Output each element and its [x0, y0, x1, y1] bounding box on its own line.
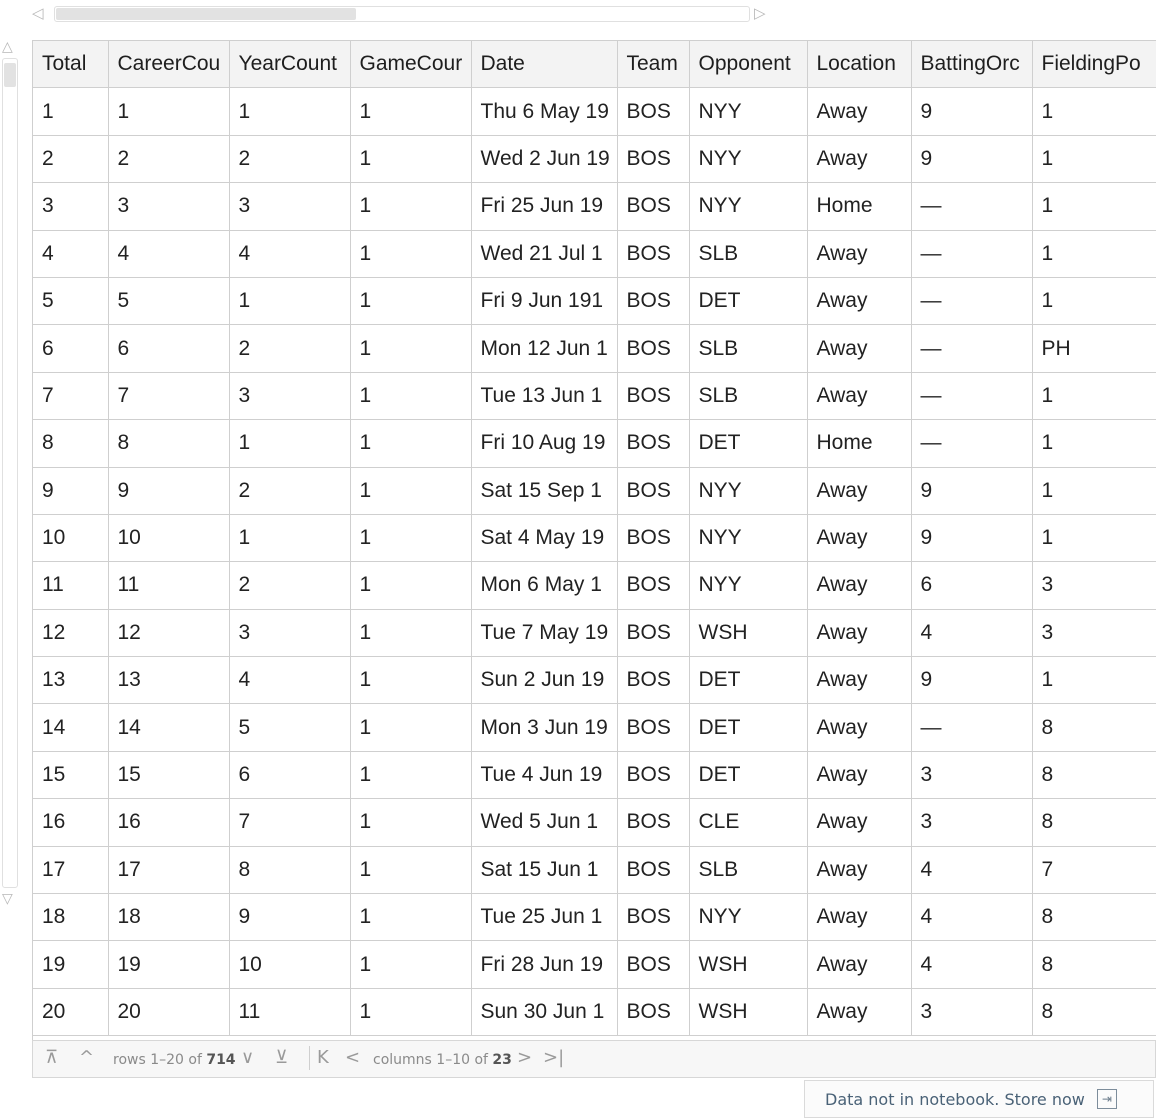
table-cell[interactable]: 15	[33, 751, 108, 798]
table-cell[interactable]: 7	[229, 799, 350, 846]
table-cell[interactable]: Tue 7 May 19	[471, 609, 617, 656]
table-row[interactable]	[33, 514, 1156, 561]
table-cell[interactable]: 1	[350, 846, 471, 893]
table-cell[interactable]: Away	[807, 799, 911, 846]
table-cell[interactable]: 8	[1032, 988, 1156, 1035]
table-cell[interactable]: Sat 4 May 19	[471, 514, 617, 561]
table-cell[interactable]: 1	[1032, 372, 1156, 419]
table-cell[interactable]: 1	[1032, 135, 1156, 182]
table-cell[interactable]: BOS	[617, 894, 689, 941]
table-cell[interactable]: 2	[33, 135, 108, 182]
column-header[interactable]: GameCour	[350, 41, 471, 88]
table-row[interactable]	[33, 88, 1156, 135]
table-cell[interactable]: 6	[911, 562, 1032, 609]
table-cell[interactable]: 9	[911, 88, 1032, 135]
table-cell[interactable]: NYY	[689, 88, 807, 135]
table-cell[interactable]: Fri 28 Jun 19	[471, 941, 617, 988]
table-row[interactable]	[33, 894, 1156, 941]
table-row[interactable]	[33, 230, 1156, 277]
table-row[interactable]	[33, 277, 1156, 324]
table-cell[interactable]: 4	[229, 230, 350, 277]
header-row	[33, 41, 1156, 88]
table-cell[interactable]: 9	[33, 467, 108, 514]
table-cell[interactable]: 1	[350, 562, 471, 609]
table-cell[interactable]: Away	[807, 230, 911, 277]
next-columns-icon[interactable]: >	[517, 1047, 533, 1068]
table-cell[interactable]: 4	[911, 846, 1032, 893]
table-cell[interactable]: Fri 25 Jun 19	[471, 183, 617, 230]
table-cell[interactable]: 1	[229, 514, 350, 561]
table-cell[interactable]: BOS	[617, 751, 689, 798]
table-cell[interactable]: Sat 15 Sep 1	[471, 467, 617, 514]
table-cell[interactable]: 19	[108, 941, 229, 988]
table-row[interactable]	[33, 704, 1156, 751]
table-cell[interactable]: 3	[1032, 562, 1156, 609]
table-cell[interactable]: 14	[108, 704, 229, 751]
table-cell[interactable]: BOS	[617, 704, 689, 751]
table-cell[interactable]: 2	[229, 562, 350, 609]
data-grid	[32, 40, 1156, 1041]
table-cell[interactable]: —	[911, 372, 1032, 419]
table-cell[interactable]: 9	[911, 135, 1032, 182]
table-cell[interactable]: Home	[807, 183, 911, 230]
table-cell[interactable]: 10	[229, 941, 350, 988]
table-cell[interactable]: 1	[350, 135, 471, 182]
table-cell[interactable]: 19	[33, 941, 108, 988]
table-cell[interactable]: BOS	[617, 846, 689, 893]
table-cell[interactable]: 3	[1032, 609, 1156, 656]
table-cell[interactable]: 3	[229, 183, 350, 230]
paging-bar	[32, 1040, 1156, 1078]
table-cell[interactable]: Away	[807, 609, 911, 656]
table-cell[interactable]: 3	[911, 751, 1032, 798]
column-header[interactable]: Team	[617, 41, 689, 88]
table-cell[interactable]: DET	[689, 704, 807, 751]
table-cell[interactable]: Away	[807, 941, 911, 988]
table-cell[interactable]: BOS	[617, 372, 689, 419]
table-cell[interactable]: WSH	[689, 941, 807, 988]
table-cell[interactable]: 14	[33, 704, 108, 751]
table-cell[interactable]: —	[911, 325, 1032, 372]
table-cell[interactable]: 2	[108, 135, 229, 182]
table-cell[interactable]: 2	[229, 325, 350, 372]
store-now-button[interactable]	[804, 1080, 1154, 1118]
table-cell[interactable]: Sun 2 Jun 19	[471, 657, 617, 704]
table-cell[interactable]: 4	[33, 230, 108, 277]
table-cell[interactable]: Wed 5 Jun 1	[471, 799, 617, 846]
table-cell[interactable]: 12	[108, 609, 229, 656]
table-cell[interactable]: 7	[1032, 846, 1156, 893]
table-cell[interactable]: 13	[33, 657, 108, 704]
table-cell[interactable]: Wed 2 Jun 19	[471, 135, 617, 182]
dataset-table	[33, 41, 1156, 1036]
table-cell[interactable]: 7	[108, 372, 229, 419]
column-header[interactable]: Location	[807, 41, 911, 88]
table-cell[interactable]: NYY	[689, 562, 807, 609]
table-cell[interactable]: 11	[229, 988, 350, 1035]
table-cell[interactable]: 1	[1032, 88, 1156, 135]
table-cell[interactable]: 1	[1032, 183, 1156, 230]
table-cell[interactable]: Away	[807, 467, 911, 514]
table-cell[interactable]: 3	[33, 183, 108, 230]
table-row[interactable]	[33, 467, 1156, 514]
previous-columns-icon[interactable]: <	[345, 1047, 361, 1068]
table-cell[interactable]: 3	[911, 988, 1032, 1035]
horizontal-scrollbar[interactable]	[32, 2, 772, 24]
table-cell[interactable]: Thu 6 May 19	[471, 88, 617, 135]
table-cell[interactable]: Mon 3 Jun 19	[471, 704, 617, 751]
last-rows-icon[interactable]: ⊻	[275, 1047, 289, 1068]
table-cell[interactable]: BOS	[617, 467, 689, 514]
table-cell[interactable]: WSH	[689, 609, 807, 656]
table-cell[interactable]: 4	[911, 941, 1032, 988]
column-header[interactable]: BattingOrc	[911, 41, 1032, 88]
table-cell[interactable]: 9	[911, 657, 1032, 704]
table-row[interactable]	[33, 657, 1156, 704]
store-icon: ⇥	[1097, 1089, 1117, 1109]
table-cell[interactable]: 4	[229, 657, 350, 704]
table-cell[interactable]: 1	[350, 609, 471, 656]
rows-range-label: rows 1–20 of 714	[113, 1052, 236, 1068]
vertical-scrollbar[interactable]	[0, 36, 20, 916]
table-row[interactable]	[33, 751, 1156, 798]
table-cell[interactable]: BOS	[617, 609, 689, 656]
table-cell[interactable]: DET	[689, 277, 807, 324]
table-cell[interactable]: 8	[1032, 799, 1156, 846]
table-cell[interactable]: 1	[1032, 277, 1156, 324]
table-cell[interactable]: Away	[807, 277, 911, 324]
table-cell[interactable]: 1	[350, 230, 471, 277]
table-cell[interactable]: BOS	[617, 562, 689, 609]
scroll-left-arrow-icon[interactable]: ◁	[32, 4, 44, 22]
table-cell[interactable]: 10	[33, 514, 108, 561]
table-cell[interactable]: BOS	[617, 88, 689, 135]
table-row[interactable]	[33, 609, 1156, 656]
table-cell[interactable]: 5	[229, 704, 350, 751]
table-cell[interactable]: Away	[807, 325, 911, 372]
table-cell[interactable]: 3	[108, 183, 229, 230]
table-cell[interactable]: 12	[33, 609, 108, 656]
table-row[interactable]	[33, 562, 1156, 609]
table-cell[interactable]: SLB	[689, 230, 807, 277]
table-cell[interactable]: 2	[229, 467, 350, 514]
previous-rows-icon[interactable]: ^	[79, 1047, 95, 1068]
table-row[interactable]	[33, 941, 1156, 988]
table-cell[interactable]: BOS	[617, 514, 689, 561]
table-cell[interactable]: —	[911, 704, 1032, 751]
table-cell[interactable]: BOS	[617, 988, 689, 1035]
table-row[interactable]	[33, 372, 1156, 419]
table-cell[interactable]: —	[911, 277, 1032, 324]
table-cell[interactable]: 1	[350, 704, 471, 751]
table-cell[interactable]: Away	[807, 846, 911, 893]
table-cell[interactable]: Mon 12 Jun 1	[471, 325, 617, 372]
table-cell[interactable]: 18	[33, 894, 108, 941]
first-rows-icon[interactable]: ⊼	[45, 1047, 59, 1068]
table-row[interactable]	[33, 846, 1156, 893]
table-cell[interactable]: 1	[1032, 230, 1156, 277]
table-cell[interactable]: 10	[108, 514, 229, 561]
table-cell[interactable]: CLE	[689, 799, 807, 846]
table-cell[interactable]: 13	[108, 657, 229, 704]
scroll-down-arrow-icon[interactable]: ▽	[2, 891, 13, 907]
table-cell[interactable]: WSH	[689, 988, 807, 1035]
table-cell[interactable]: BOS	[617, 941, 689, 988]
table-cell[interactable]: 1	[1032, 467, 1156, 514]
paging-divider	[309, 1046, 310, 1070]
table-cell[interactable]: 3	[229, 372, 350, 419]
table-cell[interactable]: NYY	[689, 467, 807, 514]
table-cell[interactable]: Sat 15 Jun 1	[471, 846, 617, 893]
table-cell[interactable]: NYY	[689, 514, 807, 561]
horizontal-scroll-thumb[interactable]	[56, 8, 356, 20]
table-cell[interactable]: 4	[108, 230, 229, 277]
table-cell[interactable]: 1	[350, 799, 471, 846]
table-cell[interactable]: 3	[911, 799, 1032, 846]
table-cell[interactable]: BOS	[617, 657, 689, 704]
table-row[interactable]	[33, 135, 1156, 182]
first-columns-icon[interactable]: K	[317, 1047, 329, 1068]
table-cell[interactable]: 16	[108, 799, 229, 846]
table-cell[interactable]: Away	[807, 751, 911, 798]
table-cell[interactable]: SLB	[689, 372, 807, 419]
table-cell[interactable]: Away	[807, 704, 911, 751]
table-cell[interactable]: DET	[689, 751, 807, 798]
table-cell[interactable]: 9	[911, 514, 1032, 561]
table-cell[interactable]: Away	[807, 657, 911, 704]
table-cell[interactable]: Fri 10 Aug 19	[471, 420, 617, 467]
table-cell[interactable]: Away	[807, 372, 911, 419]
table-cell[interactable]: 1	[229, 420, 350, 467]
table-cell[interactable]: 5	[108, 277, 229, 324]
table-cell[interactable]: 1	[1032, 657, 1156, 704]
table-cell[interactable]: Home	[807, 420, 911, 467]
table-cell[interactable]: BOS	[617, 230, 689, 277]
table-cell[interactable]: 8	[1032, 704, 1156, 751]
table-cell[interactable]: 1	[350, 277, 471, 324]
table-cell[interactable]: 1	[350, 325, 471, 372]
table-cell[interactable]: 1	[108, 88, 229, 135]
table-cell[interactable]: BOS	[617, 325, 689, 372]
table-cell[interactable]: 7	[33, 372, 108, 419]
table-cell[interactable]: 9	[108, 467, 229, 514]
table-cell[interactable]: 1	[350, 372, 471, 419]
table-cell[interactable]: BOS	[617, 277, 689, 324]
column-header[interactable]: Opponent	[689, 41, 807, 88]
table-cell[interactable]: Away	[807, 514, 911, 561]
table-cell[interactable]: DET	[689, 657, 807, 704]
table-cell[interactable]: 3	[229, 609, 350, 656]
table-cell[interactable]: 6	[229, 751, 350, 798]
table-cell[interactable]: 1	[1032, 514, 1156, 561]
table-cell[interactable]: 11	[33, 562, 108, 609]
table-cell[interactable]: Away	[807, 894, 911, 941]
table-cell[interactable]: 1	[350, 420, 471, 467]
scroll-right-arrow-icon[interactable]: ▷	[754, 4, 766, 22]
table-cell[interactable]: 20	[108, 988, 229, 1035]
table-cell[interactable]: 6	[33, 325, 108, 372]
table-cell[interactable]: 1	[350, 894, 471, 941]
table-row[interactable]	[33, 325, 1156, 372]
table-cell[interactable]: 1	[350, 657, 471, 704]
table-cell[interactable]: Away	[807, 135, 911, 182]
table-cell[interactable]: 1	[1032, 420, 1156, 467]
table-cell[interactable]: 11	[108, 562, 229, 609]
column-header[interactable]: Total	[33, 41, 108, 88]
table-cell[interactable]: BOS	[617, 183, 689, 230]
table-cell[interactable]: 4	[911, 894, 1032, 941]
next-rows-icon[interactable]: ∨	[241, 1047, 255, 1068]
table-cell[interactable]: 16	[33, 799, 108, 846]
table-cell[interactable]: 6	[108, 325, 229, 372]
column-header[interactable]: CareerCou	[108, 41, 229, 88]
last-columns-icon[interactable]: >|	[543, 1047, 565, 1068]
table-cell[interactable]: 1	[229, 277, 350, 324]
column-header[interactable]: Date	[471, 41, 617, 88]
table-cell[interactable]: NYY	[689, 183, 807, 230]
table-cell[interactable]: Away	[807, 88, 911, 135]
column-header[interactable]: FieldingPo	[1032, 41, 1156, 88]
table-cell[interactable]: —	[911, 420, 1032, 467]
table-cell[interactable]: 4	[911, 609, 1032, 656]
table-cell[interactable]: 18	[108, 894, 229, 941]
table-cell[interactable]: 1	[350, 941, 471, 988]
table-cell[interactable]: Sun 30 Jun 1	[471, 988, 617, 1035]
table-cell[interactable]: —	[911, 183, 1032, 230]
table-cell[interactable]: Fri 9 Jun 191	[471, 277, 617, 324]
table-cell[interactable]: 8	[1032, 941, 1156, 988]
table-row[interactable]	[33, 988, 1156, 1035]
table-cell[interactable]: 8	[33, 420, 108, 467]
table-cell[interactable]: 8	[1032, 894, 1156, 941]
columns-range-label: columns 1–10 of 23	[373, 1052, 512, 1068]
table-cell[interactable]: 1	[229, 88, 350, 135]
table-row[interactable]	[33, 799, 1156, 846]
table-cell[interactable]: 20	[33, 988, 108, 1035]
table-cell[interactable]: 1	[33, 88, 108, 135]
table-cell[interactable]: 9	[229, 894, 350, 941]
table-cell[interactable]: DET	[689, 420, 807, 467]
table-cell[interactable]: 1	[350, 88, 471, 135]
table-cell[interactable]: NYY	[689, 135, 807, 182]
table-cell[interactable]: Tue 13 Jun 1	[471, 372, 617, 419]
table-row[interactable]	[33, 420, 1156, 467]
table-cell[interactable]: NYY	[689, 894, 807, 941]
table-cell[interactable]: PH	[1032, 325, 1156, 372]
table-cell[interactable]: Wed 21 Jul 1	[471, 230, 617, 277]
table-cell[interactable]: 2	[229, 135, 350, 182]
vertical-scroll-track[interactable]	[2, 58, 18, 888]
table-cell[interactable]: 1	[350, 751, 471, 798]
table-cell[interactable]: 5	[33, 277, 108, 324]
table-cell[interactable]: 1	[350, 183, 471, 230]
vertical-scroll-thumb[interactable]	[4, 63, 16, 87]
table-cell[interactable]: 9	[911, 467, 1032, 514]
table-cell[interactable]: 1	[350, 467, 471, 514]
table-cell[interactable]: 17	[33, 846, 108, 893]
table-cell[interactable]: 8	[229, 846, 350, 893]
table-cell[interactable]: SLB	[689, 325, 807, 372]
table-cell[interactable]: 1	[350, 514, 471, 561]
table-cell[interactable]: 8	[1032, 751, 1156, 798]
table-cell[interactable]: Mon 6 May 1	[471, 562, 617, 609]
table-cell[interactable]: BOS	[617, 420, 689, 467]
table-row[interactable]	[33, 183, 1156, 230]
table-cell[interactable]: 1	[350, 988, 471, 1035]
table-cell[interactable]: 17	[108, 846, 229, 893]
table-cell[interactable]: SLB	[689, 846, 807, 893]
column-header[interactable]: YearCount	[229, 41, 350, 88]
horizontal-scroll-track[interactable]	[54, 6, 750, 22]
table-cell[interactable]: Away	[807, 562, 911, 609]
store-now-label: Data not in notebook. Store now	[825, 1089, 1085, 1109]
table-cell[interactable]: —	[911, 230, 1032, 277]
table-cell[interactable]: Away	[807, 988, 911, 1035]
scroll-up-arrow-icon[interactable]: △	[2, 39, 13, 55]
table-cell[interactable]: Tue 25 Jun 1	[471, 894, 617, 941]
table-cell[interactable]: Tue 4 Jun 19	[471, 751, 617, 798]
table-cell[interactable]: BOS	[617, 135, 689, 182]
table-cell[interactable]: 15	[108, 751, 229, 798]
table-cell[interactable]: 8	[108, 420, 229, 467]
table-cell[interactable]: BOS	[617, 799, 689, 846]
